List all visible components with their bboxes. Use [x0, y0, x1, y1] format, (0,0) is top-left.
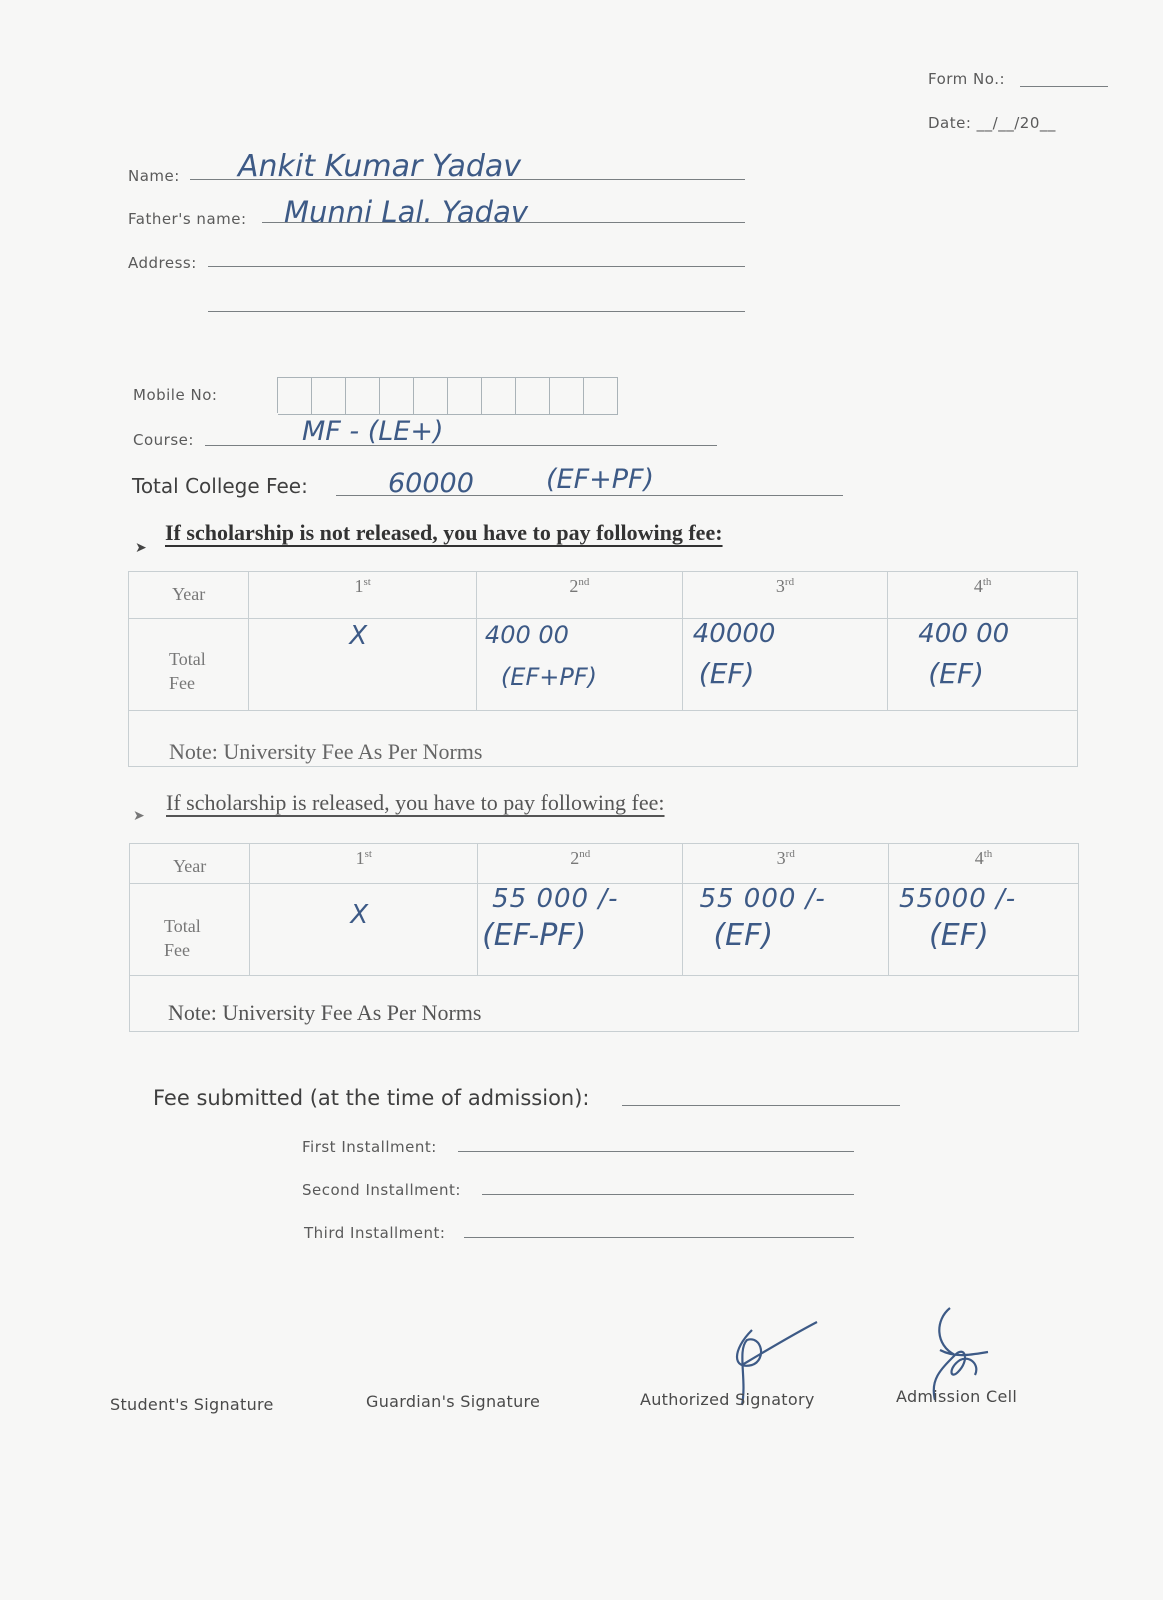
fee-submitted-field[interactable] [622, 1105, 900, 1106]
fee-cell [889, 884, 1079, 976]
year-cell [249, 572, 477, 619]
arrow-bullet-icon: ➤ [133, 808, 145, 824]
total-fee-row [129, 619, 1078, 711]
form-no-field[interactable] [1020, 86, 1108, 87]
fee-value: 55 000 /- [699, 884, 826, 914]
fee-note: (EF) [713, 918, 774, 953]
released-heading: If scholarship is released, you have to pay following fee: [166, 790, 665, 815]
not-released-fee-table [128, 571, 1078, 767]
year-suffix: rd [784, 576, 795, 588]
fee-cell [683, 884, 889, 976]
fee-value: X [349, 621, 368, 651]
fee-value: 400 00 [918, 619, 1010, 649]
father-label: Father's name: [128, 210, 247, 228]
address-field-line-1[interactable] [208, 266, 745, 267]
mobile-label: Mobile No: [133, 386, 218, 404]
year-number: 3 [776, 848, 786, 868]
university-fee-note: Note: University Fee As Per Norms [168, 1000, 482, 1025]
year-number: 3 [775, 576, 785, 596]
year-cell [683, 844, 889, 884]
fee-value: X [350, 900, 369, 930]
third-installment-field[interactable] [464, 1237, 854, 1238]
fee-cell [478, 884, 683, 976]
fee-note: (EF) [698, 657, 755, 690]
first-installment-label: First Installment: [302, 1138, 437, 1156]
row-label-total: Total [164, 916, 201, 936]
course-label: Course: [133, 431, 194, 449]
total-fee-row [130, 884, 1079, 976]
note-cell [130, 976, 1079, 1032]
year-cell [478, 844, 683, 884]
fee-cell [682, 619, 887, 711]
not-released-heading: If scholarship is not released, you have to pay following fee: [165, 520, 723, 545]
year-cell [250, 844, 478, 884]
address-field-line-2[interactable] [208, 311, 745, 312]
year-cell [476, 572, 682, 619]
year-number: 1 [355, 848, 365, 868]
fee-value: 400 00 [484, 621, 569, 649]
fee-note: (EF) [928, 657, 984, 690]
fee-note: (EF+PF) [500, 663, 598, 691]
fee-value: 55000 /- [899, 884, 1017, 914]
row-label-cell [130, 884, 250, 976]
fee-note: (EF) [929, 918, 989, 953]
year-cell [682, 572, 887, 619]
row-label-total: Total [169, 649, 206, 669]
fee-value: 55 000 /- [492, 884, 619, 914]
total-fee-value: 60000 [388, 468, 474, 499]
university-fee-note: Note: University Fee As Per Norms [169, 739, 483, 764]
total-fee-label: Total College Fee: [132, 474, 308, 498]
year-label: Year [172, 584, 206, 604]
form-no-label: Form No.: [928, 70, 1006, 88]
fee-submitted-label: Fee submitted (at the time of admission): [153, 1086, 590, 1110]
year-suffix: nd [578, 576, 590, 588]
year-cell [889, 844, 1079, 884]
fee-cell [250, 884, 478, 976]
year-number: 4 [973, 576, 983, 596]
third-installment-label: Third Installment: [304, 1224, 446, 1242]
course-field[interactable] [205, 445, 717, 446]
first-installment-field[interactable] [458, 1151, 854, 1152]
fee-cell [888, 619, 1078, 711]
row-label-fee: Fee [164, 940, 190, 960]
fee-cell [249, 619, 477, 711]
table-header-row [130, 844, 1079, 884]
student-signature-label: Student's Signature [110, 1395, 274, 1414]
guardian-signature-label: Guardian's Signature [366, 1392, 541, 1411]
note-row [129, 711, 1078, 767]
second-installment-field[interactable] [482, 1194, 854, 1195]
year-suffix: st [363, 576, 371, 588]
note-cell [129, 711, 1078, 767]
fee-cell [476, 619, 682, 711]
year-number: 2 [569, 576, 579, 596]
year-suffix: th [982, 576, 992, 588]
row-label-fee: Fee [169, 673, 195, 693]
note-row [130, 976, 1079, 1032]
fee-value: 40000 [692, 619, 776, 649]
year-suffix: nd [579, 848, 591, 860]
year-suffix: st [364, 848, 372, 860]
row-label-cell [129, 619, 249, 711]
year-label-cell [129, 572, 249, 619]
year-suffix: th [983, 848, 993, 860]
father-value: Munni Lal. Yadav [284, 195, 529, 229]
year-label: Year [173, 856, 207, 876]
date-label: Date: __/__/20__ [928, 114, 1056, 132]
fee-note: (EF-PF) [482, 918, 587, 953]
released-fee-table [129, 843, 1079, 1032]
year-label-cell [130, 844, 250, 884]
total-fee-note: (EF+PF) [546, 464, 655, 495]
second-installment-label: Second Installment: [302, 1181, 461, 1199]
arrow-bullet-icon: ➤ [135, 540, 147, 556]
year-number: 1 [354, 576, 364, 596]
address-label: Address: [128, 254, 197, 272]
mobile-boxes[interactable] [277, 377, 618, 413]
year-number: 2 [570, 848, 580, 868]
year-number: 4 [974, 848, 984, 868]
authorized-signatory-label: Authorized Signatory [640, 1390, 815, 1409]
year-cell [888, 572, 1078, 619]
name-label: Name: [128, 167, 180, 185]
admission-cell-label: Admission Cell [896, 1387, 1018, 1406]
year-suffix: rd [785, 848, 795, 860]
name-value: Ankit Kumar Yadav [238, 149, 522, 184]
course-value: MF - (LE+) [302, 416, 444, 447]
table-header-row [129, 572, 1078, 619]
